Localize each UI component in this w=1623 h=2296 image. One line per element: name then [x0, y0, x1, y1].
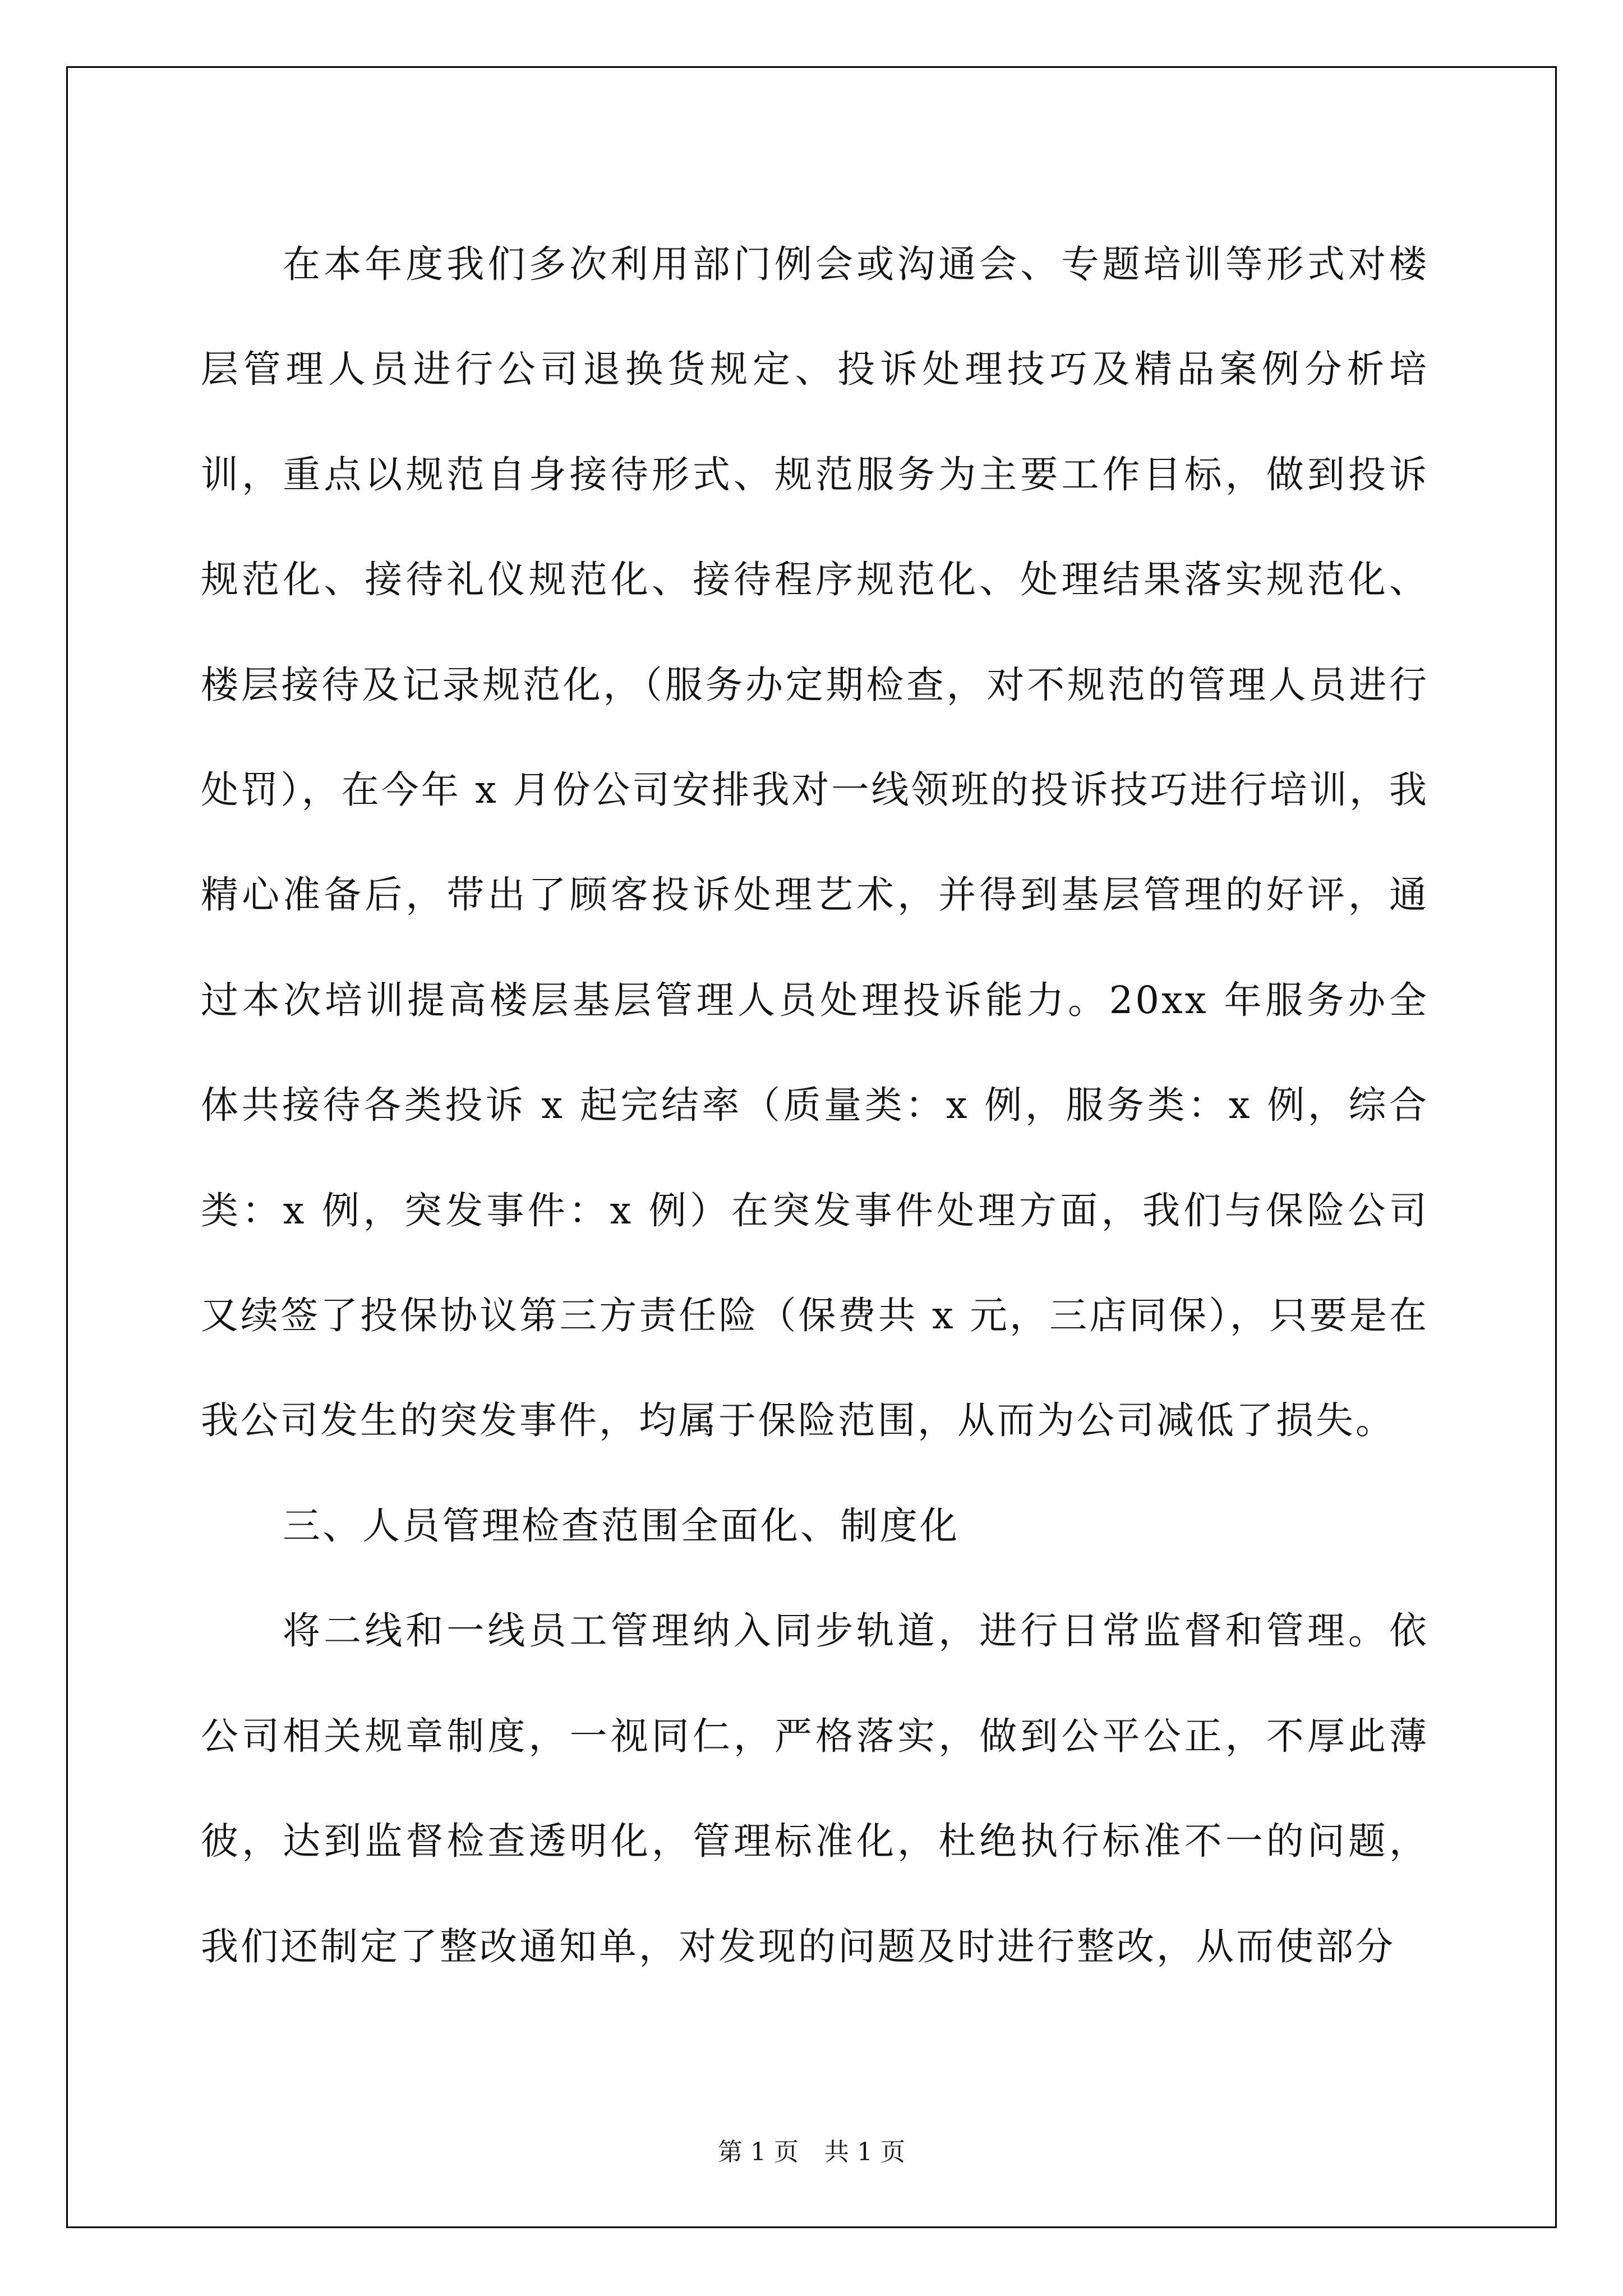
paragraph-training: 在本年度我们多次利用部门例会或沟通会、专题培训等形式对楼层管理人员进行公司退换货规定、投诉处理技巧及精品案例分析培训，重点以规范自身接待形式、规范服务为主要工作目标，做到投诉规范化、接待礼仪规范化、接待程序规范化、处理结果落实规范化、楼层接待及记录规范化，（服务办定期检查，对不规范的管理人员进行处罚），在今年 x 月份公司安排我对一线领班的投诉技巧进行培训，我精心准备后，带出了顾客投诉处理艺术，并得到基层管理的好评，通过本次培训提高楼层基层管理人员处理投诉能力。20xx 年服务办全体共接待各类投诉 x 起完结率（质量类：x 例，服务类：x 例，综合类：x 例，突发事件：x 例）在突发事件处理方面，我们与保险公司又续签了投保协议第三方责任险（保费共 x 元，三店同保），只要是在我公司发生的突发事件，均属于保险范围，从而为公司减低了损失。 — [201, 242, 1429, 1443]
page-total: 共 1 页 — [824, 2138, 905, 2166]
page-footer — [0, 2132, 1623, 2168]
paragraph-staff-management: 将二线和一线员工管理纳入同步轨道，进行日常监督和管理。依公司相关规章制度，一视同仁，严格落实，做到公平公正，不厚此薄彼，达到监督检查透明化，管理标准化，杜绝执行标准不一的问题，我们还制定了整改通知单，对发现的问题及时进行整改，从而使部分 — [201, 1609, 1429, 1968]
document-body — [201, 212, 1429, 1999]
page-number: 第 1 页 — [718, 2138, 799, 2166]
section-heading: 三、人员管理检查范围全面化、制度化 — [283, 1503, 960, 1548]
